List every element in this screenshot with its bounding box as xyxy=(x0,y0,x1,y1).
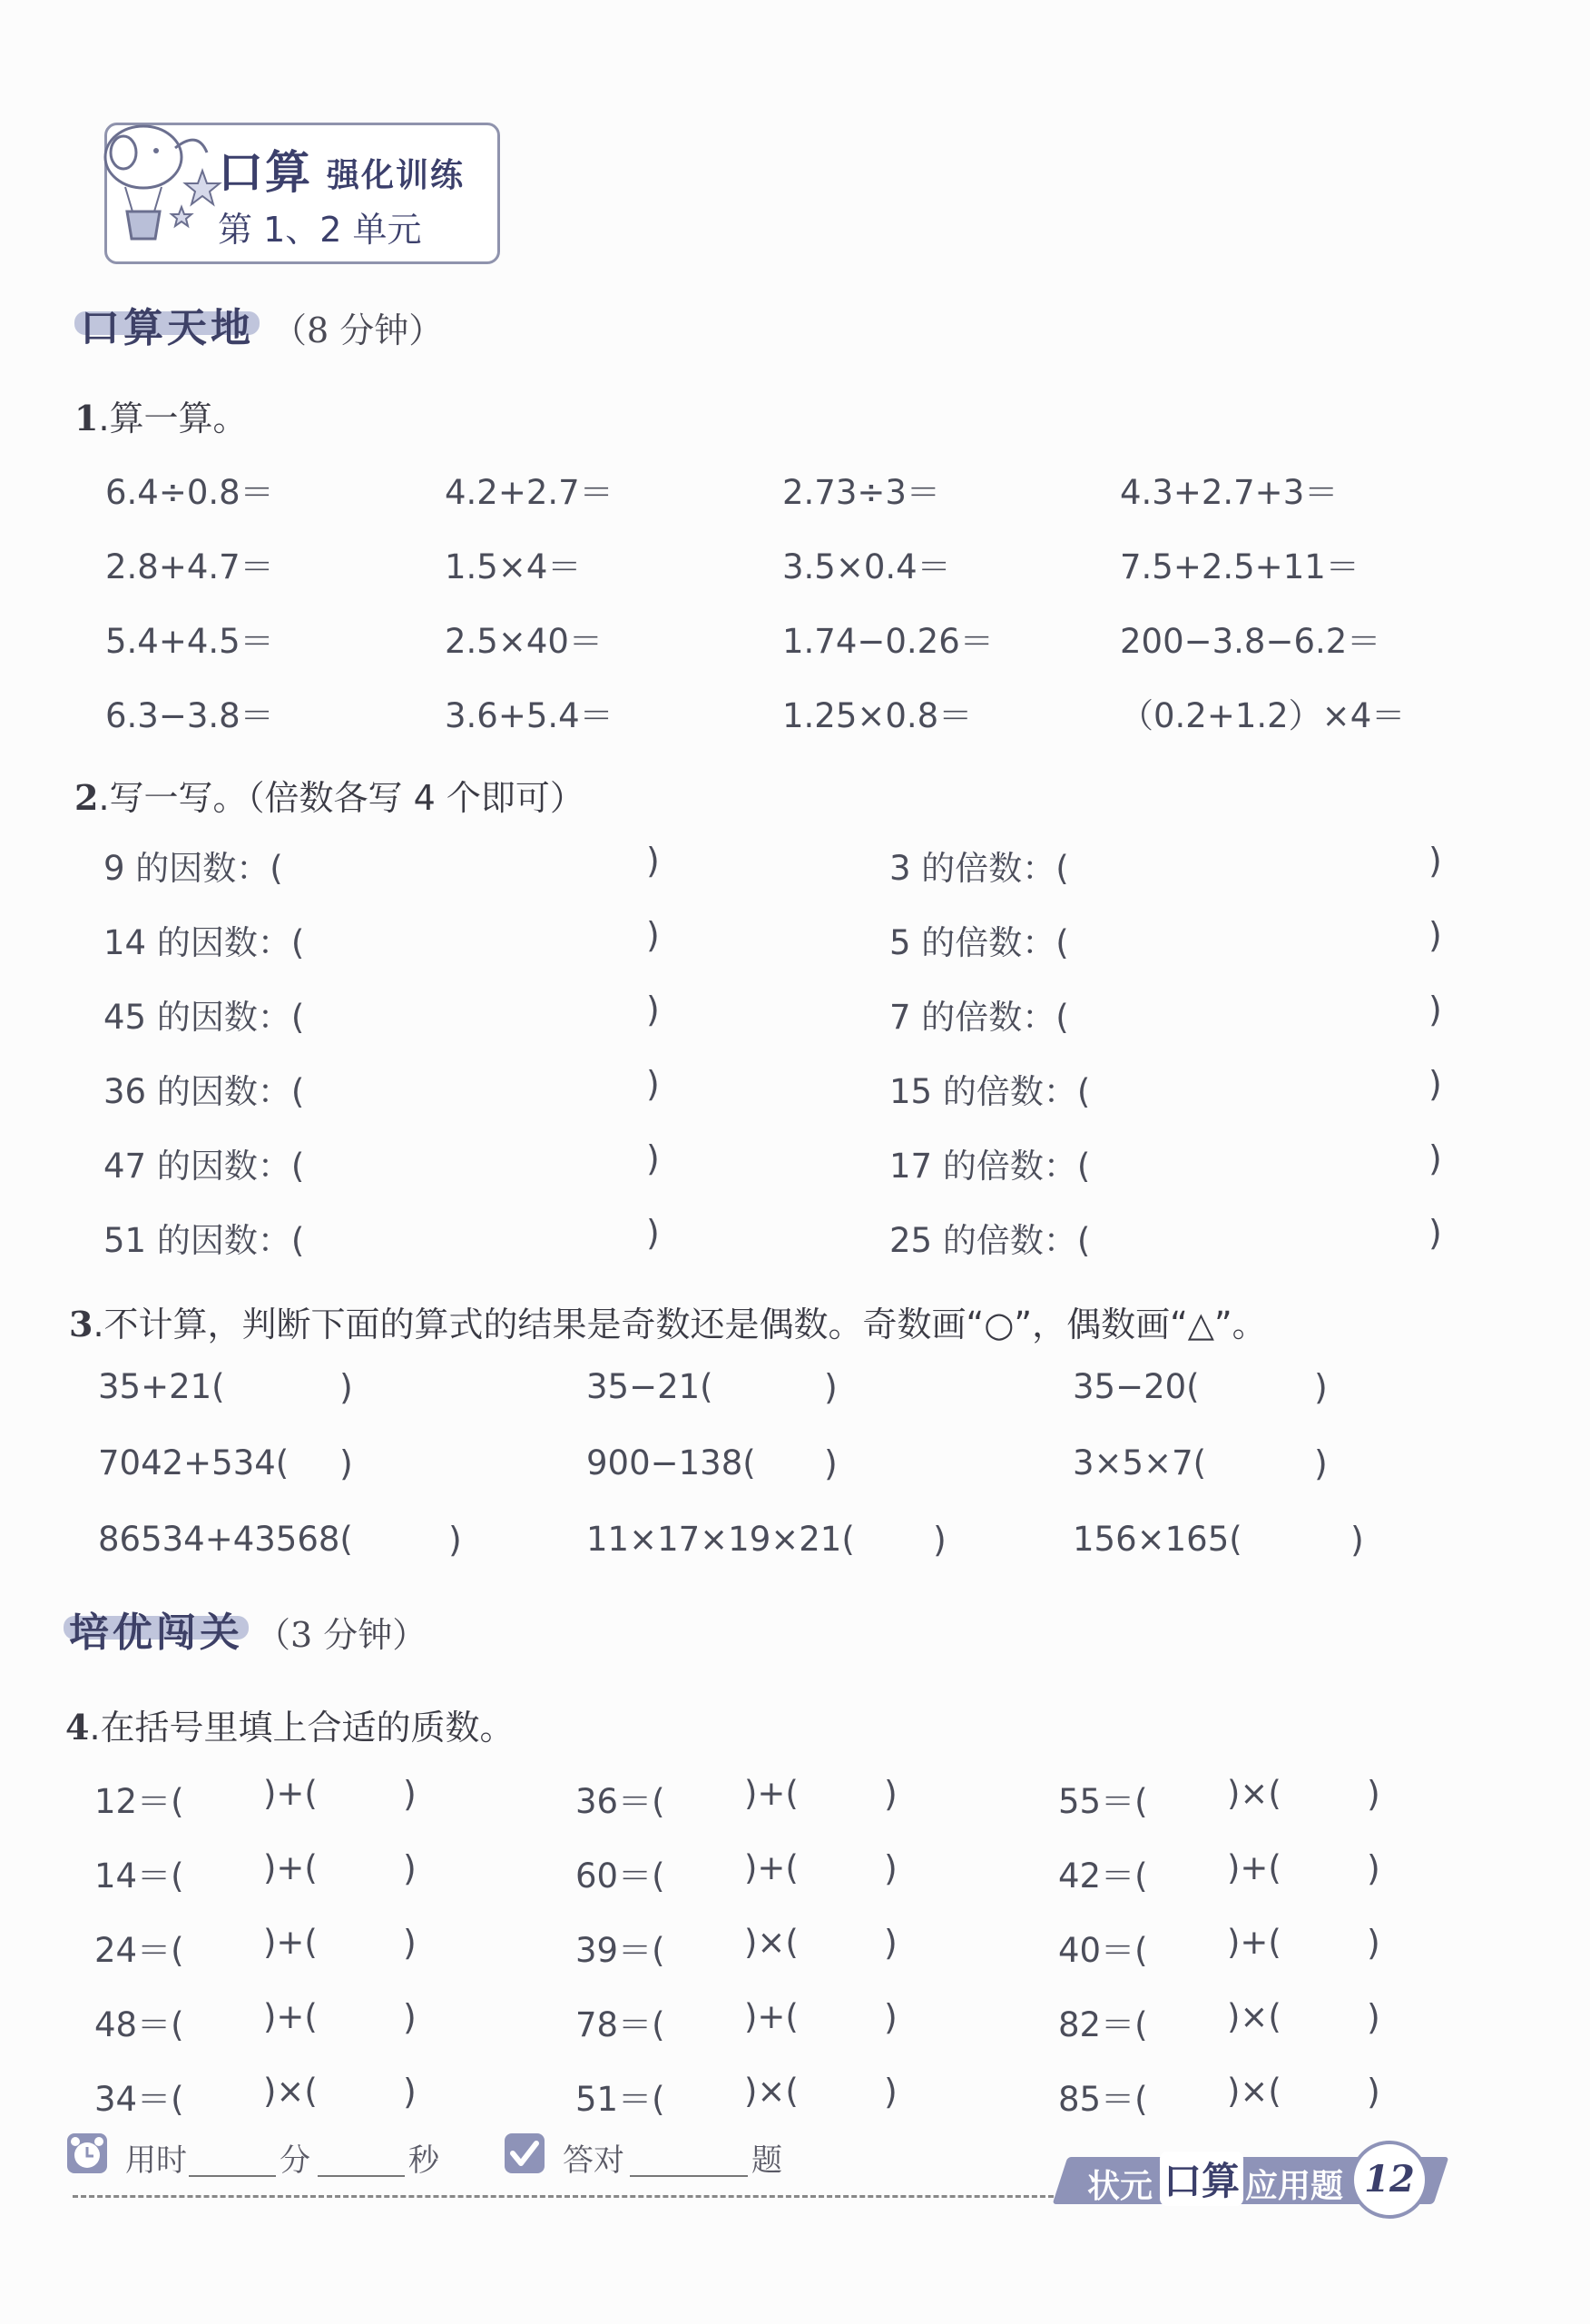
answer-blank[interactable]: ) xyxy=(403,1774,417,1814)
prime-operator: )+( xyxy=(263,1774,318,1813)
answer-blank[interactable]: ) xyxy=(646,915,660,955)
answer-blank[interactable]: ) xyxy=(1350,1520,1364,1560)
question-3-title: 3.不计算，判断下面的算式的结果是奇数还是偶数。奇数画“○”，偶数画“△”。 xyxy=(69,1304,1267,1344)
time-used-label: 用时 xyxy=(125,2142,187,2179)
answer-blank[interactable]: ) xyxy=(1367,1997,1380,2037)
answer-blank[interactable]: ) xyxy=(1428,915,1442,955)
prime-operator: )×( xyxy=(263,2072,318,2111)
multiple-prompt: 15 的倍数：( xyxy=(889,1072,1091,1111)
factor-prompt: 45 的因数：( xyxy=(103,998,305,1037)
answer-blank[interactable]: ) xyxy=(1314,1443,1328,1483)
series-brand-a: 状元 xyxy=(1087,2168,1153,2205)
problem-item: 7.5+2.5+11＝ xyxy=(1120,547,1359,586)
prime-operator: )+( xyxy=(744,1774,799,1813)
parity-problem: 3×5×7( xyxy=(1073,1443,1207,1482)
footer-divider xyxy=(73,2195,1062,2198)
problem-item: 1.5×4＝ xyxy=(445,547,582,586)
answer-blank[interactable]: ) xyxy=(884,2072,898,2112)
multiple-prompt: 3 的倍数：( xyxy=(889,849,1069,888)
factor-prompt: 47 的因数：( xyxy=(103,1147,305,1186)
elephant-balloon-icon xyxy=(80,116,225,252)
answer-blank[interactable]: ) xyxy=(884,1774,898,1814)
prime-equation-label: 51＝( xyxy=(575,2080,665,2119)
section-time-2: （3 分钟） xyxy=(256,1615,427,1655)
problem-item: 6.4÷0.8＝ xyxy=(105,473,274,512)
multiple-prompt: 5 的倍数：( xyxy=(889,923,1069,962)
brand-subtitle: 强化训练 xyxy=(327,157,466,194)
question-2-title: 2.写一写。（倍数各写 4 个即可） xyxy=(74,777,584,818)
answer-blank[interactable]: ) xyxy=(1367,1774,1380,1814)
prime-equation-label: 39＝( xyxy=(575,1931,665,1970)
problem-item: 1.74−0.26＝ xyxy=(782,622,994,661)
answer-blank[interactable]: ) xyxy=(646,841,660,881)
problem-item: 5.4+4.5＝ xyxy=(105,622,274,661)
prime-operator: )+( xyxy=(263,1923,318,1962)
prime-equation-label: 34＝( xyxy=(94,2080,184,2119)
answer-blank[interactable]: ) xyxy=(339,1443,353,1483)
answer-blank[interactable]: ) xyxy=(884,1997,898,2037)
alarm-clock-icon xyxy=(65,2132,109,2175)
prime-equation-label: 60＝( xyxy=(575,1856,665,1896)
problem-item: 3.5×0.4＝ xyxy=(782,547,951,586)
minutes-label: 分 xyxy=(280,2142,310,2179)
parity-problem: 156×165( xyxy=(1073,1520,1242,1559)
multiple-prompt: 7 的倍数：( xyxy=(889,998,1069,1037)
brand-title: 口算 xyxy=(218,146,312,199)
parity-problem: 900−138( xyxy=(586,1443,756,1482)
prime-equation-label: 36＝( xyxy=(575,1782,665,1821)
series-brand-c: 应用题 xyxy=(1245,2168,1344,2205)
parity-problem: 86534+43568( xyxy=(98,1520,353,1559)
prime-equation-label: 14＝( xyxy=(94,1856,184,1896)
multiple-prompt: 25 的倍数：( xyxy=(889,1221,1091,1260)
problem-item: 2.73÷3＝ xyxy=(782,473,940,512)
prime-equation-label: 78＝( xyxy=(575,2005,665,2044)
problem-item: 6.3−3.8＝ xyxy=(105,696,274,735)
factor-prompt: 14 的因数：( xyxy=(103,923,305,962)
prime-equation-label: 55＝( xyxy=(1058,1782,1148,1821)
problem-item: （0.2+1.2）×4＝ xyxy=(1120,696,1406,735)
answer-blank[interactable]: ) xyxy=(646,990,660,1029)
answer-blank[interactable]: ) xyxy=(646,1064,660,1104)
answer-blank[interactable]: ) xyxy=(1428,841,1442,881)
answer-blank[interactable]: ) xyxy=(824,1367,838,1407)
answer-blank[interactable]: ) xyxy=(1367,1923,1380,1963)
answer-blank[interactable]: ) xyxy=(933,1520,947,1560)
correct-label: 答对 xyxy=(563,2142,624,2179)
prime-operator: )+( xyxy=(744,1848,799,1887)
prime-operator: )+( xyxy=(1227,1848,1281,1887)
seconds-label: 秒 xyxy=(408,2142,439,2179)
prime-operator: )+( xyxy=(744,1997,799,2036)
parity-problem: 35−21( xyxy=(586,1367,713,1406)
parity-problem: 35+21( xyxy=(98,1367,225,1406)
multiple-prompt: 17 的倍数：( xyxy=(889,1147,1091,1186)
prime-operator: )×( xyxy=(1227,1774,1281,1813)
factor-prompt: 36 的因数：( xyxy=(103,1072,305,1111)
answer-blank[interactable]: ) xyxy=(1314,1367,1328,1407)
prime-equation-label: 48＝( xyxy=(94,2005,184,2044)
answer-blank[interactable]: ) xyxy=(1428,1213,1442,1253)
answer-blank[interactable]: ) xyxy=(1367,2072,1380,2112)
prime-operator: )+( xyxy=(263,1997,318,2036)
prime-equation-label: 12＝( xyxy=(94,1782,184,1821)
problem-item: 4.2+2.7＝ xyxy=(445,473,613,512)
problem-item: 1.25×0.8＝ xyxy=(782,696,973,735)
prime-operator: )×( xyxy=(1227,1997,1281,2036)
checkmark-icon xyxy=(503,2132,546,2175)
series-brand-b: 口算 xyxy=(1160,2152,1243,2206)
prime-operator: )×( xyxy=(1227,2072,1281,2111)
question-1-title: 1.算一算。 xyxy=(74,398,248,438)
answer-blank[interactable]: ) xyxy=(448,1520,462,1560)
parity-problem: 11×17×19×21( xyxy=(586,1520,855,1559)
answer-blank[interactable]: ) xyxy=(1428,1064,1442,1104)
page-number: 12 xyxy=(1350,2141,1428,2219)
answer-blank[interactable]: ) xyxy=(403,1923,417,1963)
parity-problem: 35−20( xyxy=(1073,1367,1200,1406)
problem-item: 3.6+5.4＝ xyxy=(445,696,613,735)
prime-operator: )+( xyxy=(1227,1923,1281,1962)
parity-problem: 7042+534( xyxy=(98,1443,290,1482)
seconds-blank[interactable] xyxy=(318,2175,405,2177)
prime-equation-label: 85＝( xyxy=(1058,2080,1148,2119)
minutes-blank[interactable] xyxy=(189,2175,276,2177)
problem-item: 2.8+4.7＝ xyxy=(105,547,274,586)
answer-blank[interactable]: ) xyxy=(884,1923,898,1963)
answer-blank[interactable]: ) xyxy=(1367,1848,1380,1888)
prime-operator: )+( xyxy=(263,1848,318,1887)
answer-blank[interactable]: ) xyxy=(646,1138,660,1178)
answer-blank[interactable]: ) xyxy=(403,2072,417,2112)
answer-blank[interactable]: ) xyxy=(1428,990,1442,1029)
section-title-1: 口算天地 xyxy=(80,295,254,353)
prime-equation-label: 40＝( xyxy=(1058,1931,1148,1970)
factor-prompt: 9 的因数：( xyxy=(103,849,283,888)
answer-blank[interactable]: ) xyxy=(824,1443,838,1483)
prime-equation-label: 42＝( xyxy=(1058,1856,1148,1896)
factor-prompt: 51 的因数：( xyxy=(103,1221,305,1260)
questions-label: 题 xyxy=(751,2142,782,2179)
section-time-1: （8 分钟） xyxy=(272,310,444,350)
section-title-2: 培优闯关 xyxy=(69,1600,243,1658)
problem-item: 200−3.8−6.2＝ xyxy=(1120,622,1381,661)
answer-blank[interactable]: ) xyxy=(339,1367,353,1407)
prime-operator: )×( xyxy=(744,1923,799,1962)
prime-operator: )×( xyxy=(744,2072,799,2111)
answer-blank[interactable]: ) xyxy=(646,1213,660,1253)
problem-item: 2.5×40＝ xyxy=(445,622,603,661)
answer-blank[interactable]: ) xyxy=(884,1848,898,1888)
prime-equation-label: 82＝( xyxy=(1058,2005,1148,2044)
answer-blank[interactable]: ) xyxy=(403,1997,417,2037)
answer-blank[interactable]: ) xyxy=(403,1848,417,1888)
unit-label: 第 1、2 单元 xyxy=(218,210,422,250)
answer-blank[interactable]: ) xyxy=(1428,1138,1442,1178)
correct-count-blank[interactable] xyxy=(630,2175,748,2177)
problem-item: 4.3+2.7+3＝ xyxy=(1120,473,1339,512)
question-4-title: 4.在括号里填上合适的质数。 xyxy=(65,1707,515,1748)
prime-equation-label: 24＝( xyxy=(94,1931,184,1970)
